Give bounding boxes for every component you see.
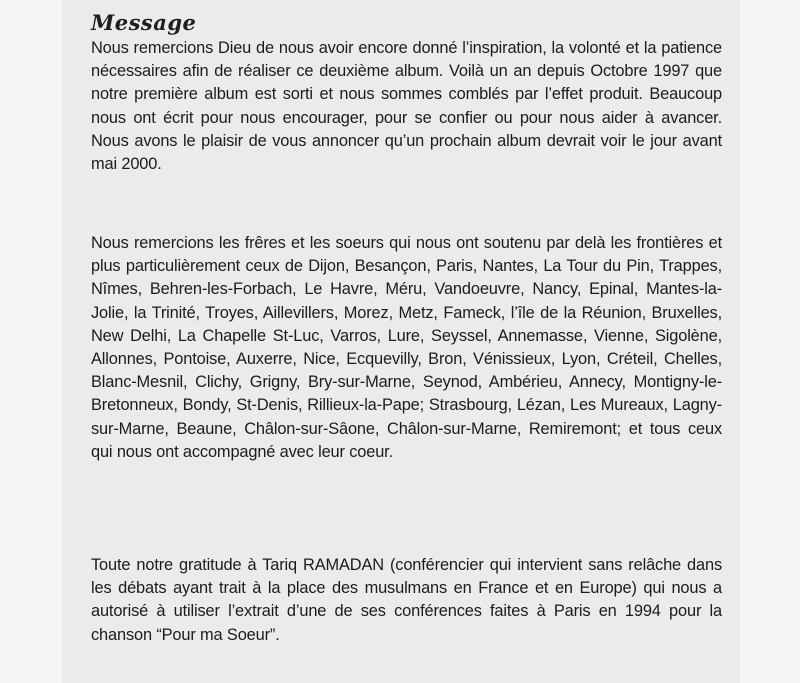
paragraph-gratitude: Toute notre gratitude à Tariq RAMADAN (conférencier qui intervient sans relâche dans les débats ayant trait à la place des musulmans en France et en Europe) qui nous a autorisé à utiliser l’extrait d’une de ses conférences faites à Paris en 1994 pour la chanson “Pour ma Soeur”.: [91, 556, 722, 644]
document-title: Message: [91, 10, 197, 35]
paragraph-thanks-cities: Nous remercions les frêres et les soeurs qui nous ont soutenu par delà les frontières et plus particulièrement ceux de Dijon, Besançon, Paris, Nantes, La Tour du Pin, Trappes, Nîmes, Behren-les-Forbach, Le Havre, Méru, Vandoeuvre, Nancy, Epinal, Mantes-la-Jolie, la Trinité, Troyes, Aillevillers, Morez, Metz, Fameck, l’île de la Réunion, Bruxelles, New Delhi, La Chapelle St-Luc, Varros, Lure, Seyssel, Annemasse, Vienne, Sigolène, Allonnes, Pontoise, Auxerre, Nice, Ecquevilly, Bron, Vénissieux, Lyon, Créteil, Chelles, Blanc-Mesnil, Clichy, Grigny, Bry-sur-Marne, Seynod, Ambérieu, Annecy, Montigny-le-Bretonneux, Bondy, St-Denis, Rillieux-la-Pape; Strasbourg, Lézan, Les Mureaux, Lagny-sur-Marne, Beaune, Châlon-sur-Sâone, Châlon-sur-Marne, Remiremont; et tous ceux qui nous ont accompagné avec leur coeur.: [91, 234, 722, 461]
paragraph-intro: Nous remercions Dieu de nous avoir encore donné l’inspiration, la volonté et la patience nécessaires afin de réaliser ce deuxième album. Voilà un an depuis Octobre 1997 que notre première album est sorti et nous sommes comblés par l’effet produit. Beaucoup nous ont écrit pour nous encourager, pour se confier ou pour nous aider à avancer. Nous avons le plaisir de vous annoncer qu’un prochain album devrait voir le jour avant mai 2000.: [91, 39, 722, 174]
